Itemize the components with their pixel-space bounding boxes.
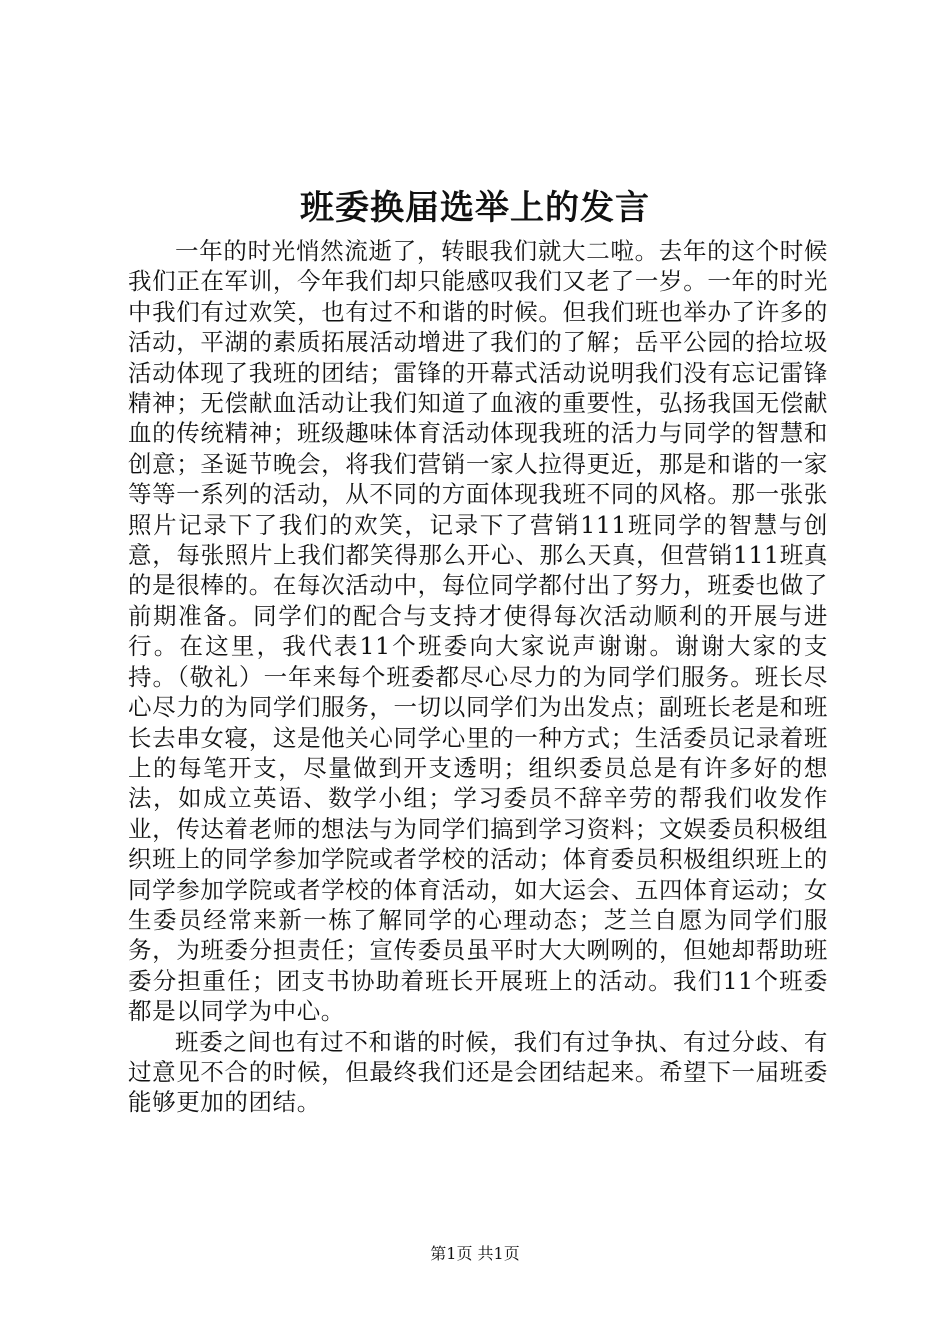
document-body	[128, 236, 828, 1118]
page-footer: 第1页 共1页	[430, 1244, 520, 1263]
paragraph-1: 一年的时光悄然流逝了，转眼我们就大二啦。去年的这个时候我们正在军训，今年我们却只能感叹我们又老了一岁。一年的时光中我们有过欢笑，也有过不和谐的时候。但我们班也举办了许多的活动，平湖的素质拓展活动增进了我们的了解；岳平公园的拾垃圾活动体现了我班的团结；雷锋的开幕式活动说明我们没有忘记雷锋精神；无偿献血活动让我们知道了血液的重要性，弘扬我国无偿献血的传统精神；班级趣味体育活动体现我班的活力与同学的智慧和创意；圣诞节晚会，将我们营销一家人拉得更近，那是和谐的一家等等一系列的活动，从不同的方面体现我班不同的风格。那一张张照片记录下了我们的欢笑，记录下了营销111班同学的智慧与创意，每张照片上我们都笑得那么开心、那么天真，但营销111班真的是很棒的。在每次活动中，每位同学都付出了努力，班委也做了前期准备。同学们的配合与支持才使得每次活动顺利的开展与进行。在这里，我代表11个班委向大家说声谢谢。谢谢大家的支持。（敬礼）一年来每个班委都尽心尽力的为同学们服务。班长尽心尽力的为同学们服务，一切以同学们为出发点；副班长老是和班长去串女寝，这是他关心同学心里的一种方式；生活委员记录着班上的每笔开支，尽量做到开支透明；组织委员总是有许多好的想法，如成立英语、数学小组；学习委员不辞辛劳的帮我们收发作业，传达着老师的想法与为同学们搞到学习资料；文娱委员积极组织班上的同学参加学院或者学校的活动；体育委员积极组织班上的同学参加学院或者学校的体育活动，如大运会、五四体育运动；女生委员经常来新一栋了解同学的心理动态；芝兰自愿为同学们服务，为班委分担责任；宣传委员虽平时大大咧咧的，但她却帮助班委分担重任；团支书协助着班长开展班上的活动。我们11个班委都是以同学为中心。	[128, 237, 828, 1026]
paragraph-2: 班委之间也有过不和谐的时候，我们有过争执、有过分歧、有过意见不合的时候，但最终我们还是会团结起来。希望下一届班委能够更加的团结。	[128, 1027, 828, 1117]
document-title: 班委换届选举上的发言	[300, 188, 650, 228]
